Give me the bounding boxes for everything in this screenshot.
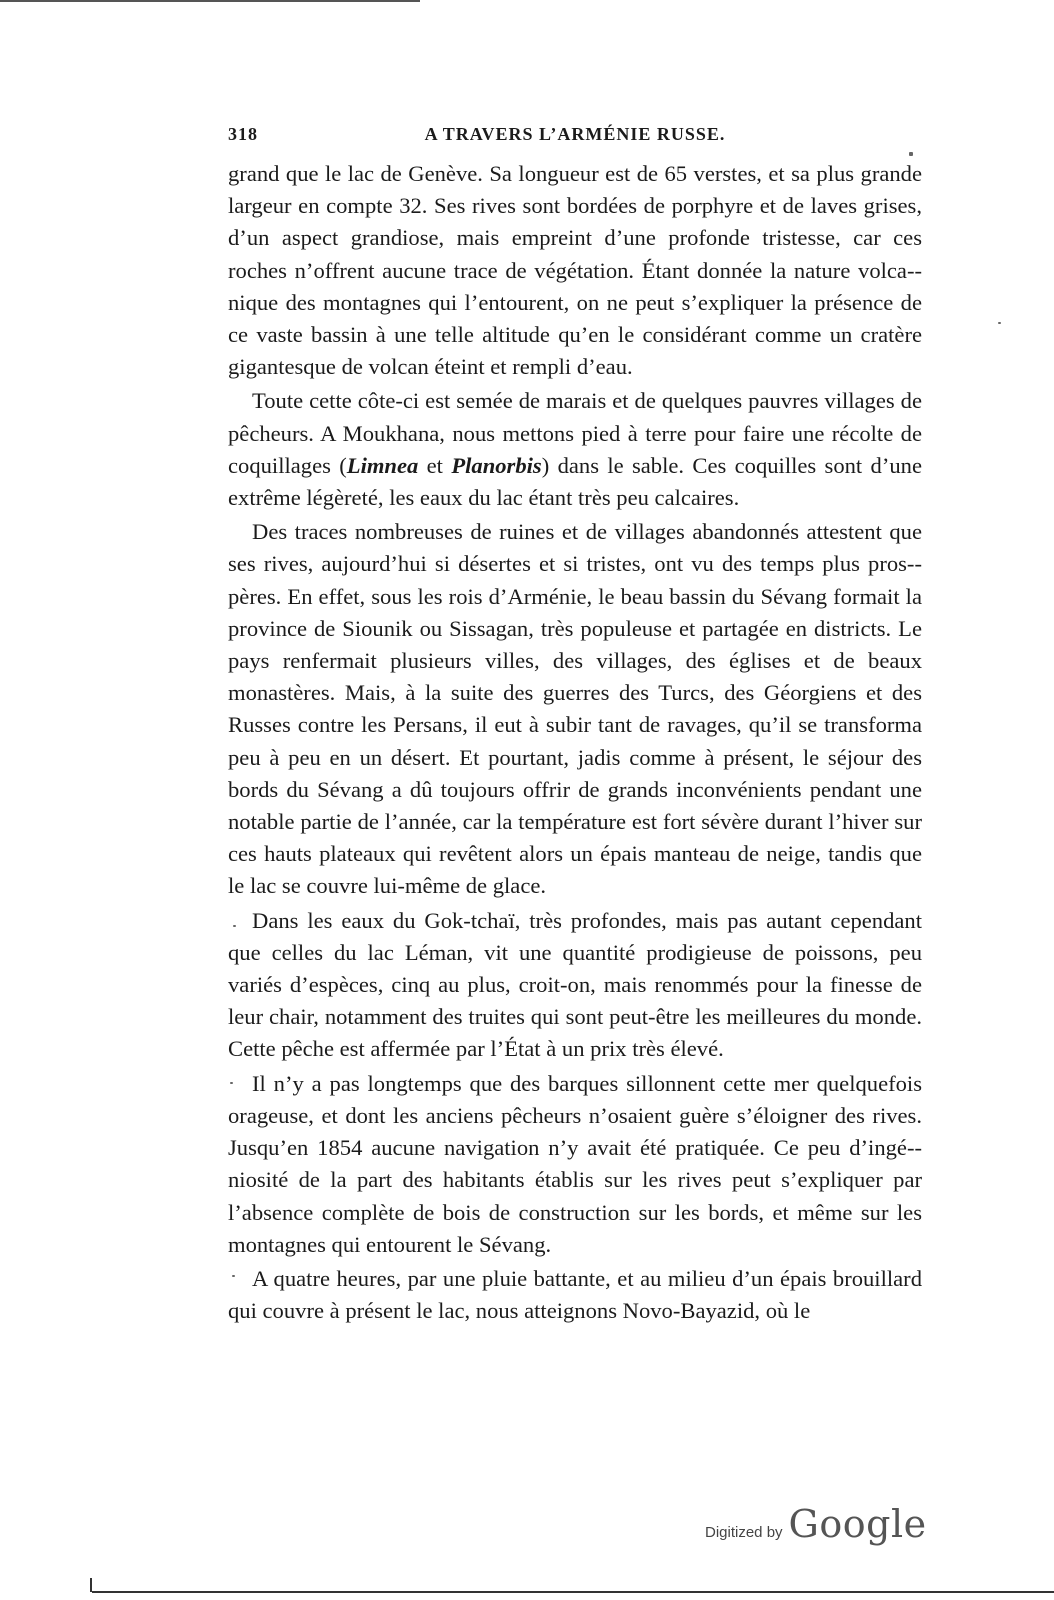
- digitization-watermark: [705, 1502, 927, 1552]
- scan-speck: [233, 925, 236, 927]
- running-title: A TRAVERS L’ARMÉNIE RUSSE.: [424, 124, 726, 144]
- scan-speck: [909, 152, 913, 156]
- google-logo: Google: [788, 1502, 927, 1546]
- bottom-scan-tick: [90, 1578, 92, 1592]
- paragraph-3: Des traces nombreuses de ruines et de villages abandonnés attestent que ses rives, aujourd’hui si désertes et si tristes, ont vu des temps plus pros-pères. En effet, sous les rois d’Arménie, le beau bassin du Sévang formait la province de Siounik ou Sissagan, très populeuse et partagée en districts. Le pays renfermait plusieurs villes, des villages, des églises et de beaux monastères. Mais, à la suite des guerres des Turcs, des Géorgiens et des Russes contre les Persans, il eut à subir tant de ravages, qu’il se transforma peu à peu en un désert. Et pourtant, jadis comme à présent, le séjour des bords du Sévang a dû toujours offrir de grands inconvénients pendant une notable partie de l’année, car la température est fort sévère durant l’hiver sur ces hauts plateaux qui revêtent alors un épais manteau de neige, tandis que le lac se couvre lui-même de glace.: [228, 519, 922, 899]
- page-number: 318: [228, 124, 258, 144]
- paragraph-2-text-a: Toute cette côte-ci est semée de marais et de quelques pauvres villages de pêcheurs. A Moukhana, nous mettons pied à terre pour faire une récolte de coquillages (: [228, 388, 922, 478]
- bottom-scan-edge: [92, 1591, 1054, 1593]
- top-scan-edge: [0, 0, 420, 2]
- scan-speck: [998, 322, 1001, 324]
- paragraph-1: grand que le lac de Genève. Sa longueur est de 65 verstes, et sa plus grande largeur en compte 32. Ses rives sont bordées de porphyre et de laves grises, d’un aspect grandiose, mais empreint d’une profonde tristesse, car ces roches n’offrent aucune trace de végétation. Étant donnée la nature volca-nique des montagnes qui l’entourent, on ne peut s’expliquer la présence de ce vaste bassin à une telle altitude qu’en le considérant comme un cratère gigantesque de volcan éteint et rempli d’eau.: [228, 161, 922, 380]
- scan-speck: [230, 1082, 233, 1084]
- paragraph-2-text-b: et: [418, 452, 452, 478]
- paragraph-5: Il n’y a pas longtemps que des barques sillonnent cette mer quelquefois orageuse, et dont les anciens pêcheurs n’osaient guère s’éloigner des rives. Jusqu’en 1854 aucune navigation n’y avait été pratiquée. Ce peu d’ingé-niosité de la part des habitants établis sur les rives peut s’expliquer par l’absence complète de bois de construction sur les bords, et même sur les montagnes qui entourent le Sévang.: [228, 1070, 922, 1257]
- page-header: [228, 122, 922, 150]
- page-body: [228, 158, 922, 1327]
- paragraph-2-text-c: ) dans le sable. Ces coquilles sont d’une extrême légèreté, les eaux du lac étant très peu calcaires.: [228, 452, 922, 511]
- digitized-by-label: Digitized by: [705, 1524, 783, 1541]
- scan-speck: [232, 1275, 235, 1277]
- paragraph-4: Dans les eaux du Gok-tchaï, très profondes, mais pas autant cependant que celles du lac Léman, vit une quantité prodigieuse de poissons, peu variés d’espèces, cinq au plus, croit-on, mais renommés pour la finesse de leur chair, notamment des truites qui sont peut-être les meilleures du monde. Cette pêche est affermée par l’État à un prix très élevé.: [228, 907, 922, 1062]
- species-planorbis: Planorbis: [451, 452, 542, 478]
- species-limnea: Limnea: [346, 452, 419, 478]
- paragraph-2: [228, 385, 922, 514]
- paragraph-6: A quatre heures, par une pluie battante, et au milieu d’un épais brouillard qui couvre à présent le lac, nous atteignons Novo-Bayazid, où le: [228, 1265, 922, 1324]
